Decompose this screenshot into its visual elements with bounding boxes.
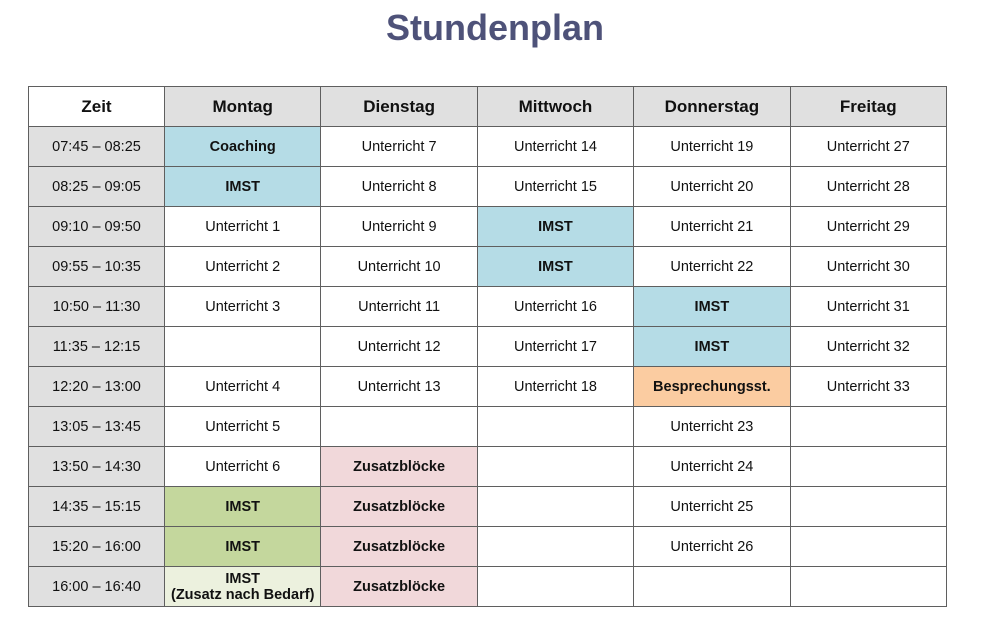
schedule-cell: Unterricht 19: [634, 127, 790, 167]
schedule-cell: Unterricht 20: [634, 167, 790, 207]
column-header-zeit: Zeit: [29, 87, 165, 127]
table-row: [29, 527, 947, 567]
time-cell: 08:25 – 09:05: [29, 167, 165, 207]
schedule-cell: Unterricht 15: [477, 167, 633, 207]
time-cell: 13:50 – 14:30: [29, 447, 165, 487]
schedule-cell: Unterricht 5: [165, 407, 321, 447]
header-row: [29, 87, 947, 127]
table-row: [29, 567, 947, 607]
schedule-cell: Unterricht 4: [165, 367, 321, 407]
schedule-cell: Unterricht 12: [321, 327, 477, 367]
schedule-cell: [477, 447, 633, 487]
time-cell: 12:20 – 13:00: [29, 367, 165, 407]
schedule-cell: Unterricht 2: [165, 247, 321, 287]
schedule-cell: IMST: [477, 247, 633, 287]
schedule-cell: [790, 487, 946, 527]
schedule-cell: IMST: [165, 527, 321, 567]
schedule-cell: [790, 447, 946, 487]
time-cell: 16:00 – 16:40: [29, 567, 165, 607]
table-row: [29, 407, 947, 447]
schedule-cell: Unterricht 23: [634, 407, 790, 447]
time-cell: 14:35 – 15:15: [29, 487, 165, 527]
schedule-cell: Unterricht 32: [790, 327, 946, 367]
schedule-cell: IMST: [634, 287, 790, 327]
schedule-cell: Zusatzblöcke: [321, 447, 477, 487]
page-title: Stundenplan: [386, 7, 604, 48]
schedule-cell: Unterricht 25: [634, 487, 790, 527]
time-cell: 07:45 – 08:25: [29, 127, 165, 167]
schedule-cell: Unterricht 21: [634, 207, 790, 247]
column-header-mittwoch: Mittwoch: [477, 87, 633, 127]
schedule-cell: [477, 567, 633, 607]
timetable: [28, 86, 947, 607]
table-row: [29, 367, 947, 407]
schedule-cell: Unterricht 13: [321, 367, 477, 407]
table-row: [29, 287, 947, 327]
time-cell: 15:20 – 16:00: [29, 527, 165, 567]
schedule-cell: Unterricht 7: [321, 127, 477, 167]
column-header-dienstag: Dienstag: [321, 87, 477, 127]
schedule-cell: Unterricht 14: [477, 127, 633, 167]
schedule-cell: Unterricht 10: [321, 247, 477, 287]
schedule-cell: [790, 527, 946, 567]
schedule-cell: [165, 327, 321, 367]
schedule-cell-label: IMST: [225, 570, 261, 587]
schedule-cell: Unterricht 27: [790, 127, 946, 167]
schedule-cell: Unterricht 24: [634, 447, 790, 487]
schedule-cell: Unterricht 6: [165, 447, 321, 487]
schedule-cell: Unterricht 8: [321, 167, 477, 207]
schedule-cell: Unterricht 31: [790, 287, 946, 327]
column-header-freitag: Freitag: [790, 87, 946, 127]
schedule-cell: [634, 567, 790, 607]
schedule-cell: Unterricht 11: [321, 287, 477, 327]
schedule-cell: Besprechungsst.: [634, 367, 790, 407]
schedule-cell: Unterricht 22: [634, 247, 790, 287]
schedule-cell: [790, 567, 946, 607]
schedule-cell: Unterricht 3: [165, 287, 321, 327]
schedule-cell: Zusatzblöcke: [321, 527, 477, 567]
table-row: [29, 127, 947, 167]
schedule-cell: [477, 407, 633, 447]
schedule-cell: Coaching: [165, 127, 321, 167]
schedule-cell: Unterricht 26: [634, 527, 790, 567]
time-cell: 09:10 – 09:50: [29, 207, 165, 247]
schedule-cell: IMST: [634, 327, 790, 367]
column-header-donnerstag: Donnerstag: [634, 87, 790, 127]
schedule-cell: Unterricht 30: [790, 247, 946, 287]
schedule-cell: Unterricht 16: [477, 287, 633, 327]
schedule-cell: Unterricht 17: [477, 327, 633, 367]
table-row: [29, 487, 947, 527]
schedule-cell: [790, 407, 946, 447]
time-cell: 09:55 – 10:35: [29, 247, 165, 287]
schedule-cell: Unterricht 29: [790, 207, 946, 247]
time-cell: 13:05 – 13:45: [29, 407, 165, 447]
column-header-montag: Montag: [165, 87, 321, 127]
schedule-cell: Unterricht 9: [321, 207, 477, 247]
schedule-cell: Unterricht 33: [790, 367, 946, 407]
schedule-cell: [165, 567, 321, 607]
schedule-cell: IMST: [165, 167, 321, 207]
schedule-cell: Zusatzblöcke: [321, 487, 477, 527]
schedule-cell-note: (Zusatz nach Bedarf): [170, 586, 315, 603]
table-row: [29, 447, 947, 487]
table-row: [29, 207, 947, 247]
time-cell: 10:50 – 11:30: [29, 287, 165, 327]
table-row: [29, 167, 947, 207]
schedule-cell: [477, 487, 633, 527]
time-cell: 11:35 – 12:15: [29, 327, 165, 367]
schedule-cell: [477, 527, 633, 567]
schedule-cell: Unterricht 28: [790, 167, 946, 207]
schedule-cell: IMST: [165, 487, 321, 527]
schedule-cell: Unterricht 1: [165, 207, 321, 247]
schedule-cell: IMST: [477, 207, 633, 247]
schedule-cell: Zusatzblöcke: [321, 567, 477, 607]
schedule-cell: [321, 407, 477, 447]
schedule-cell: Unterricht 18: [477, 367, 633, 407]
table-row: [29, 327, 947, 367]
table-row: [29, 247, 947, 287]
